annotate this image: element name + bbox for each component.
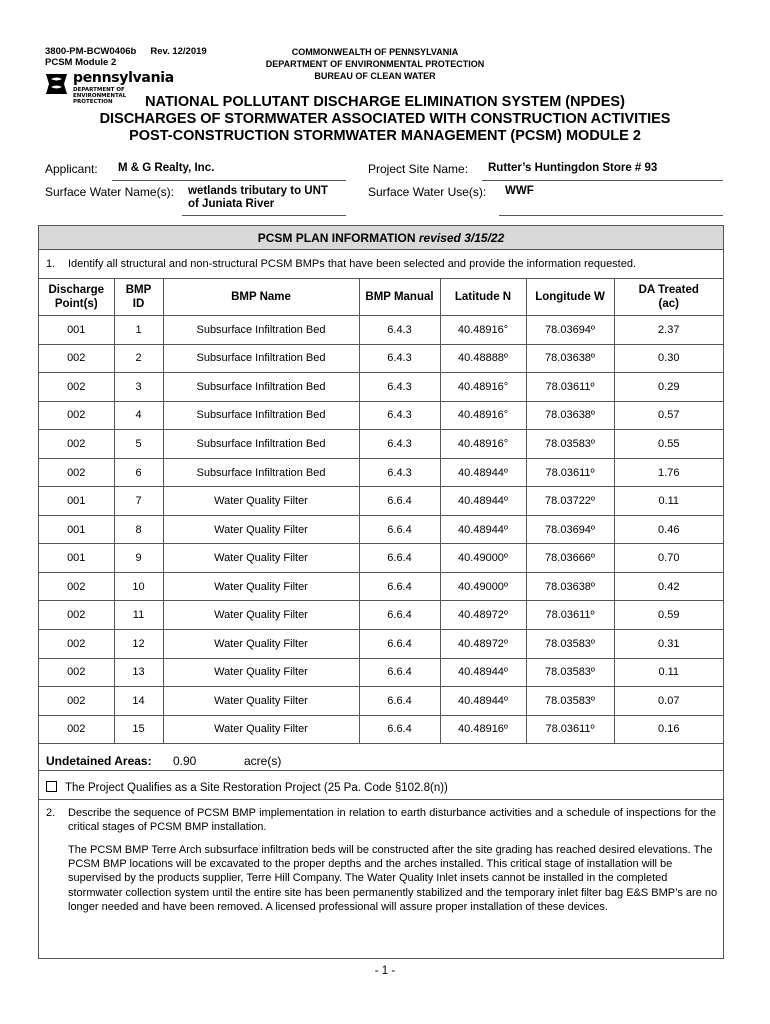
discharge-point-cell[interactable]: 001	[39, 316, 114, 345]
latitude-cell[interactable]: 40.48916°	[440, 430, 526, 459]
bmp-table-row	[39, 458, 723, 487]
latitude-cell[interactable]: 40.48972º	[440, 601, 526, 630]
longitude-cell[interactable]: 78.03722º	[526, 487, 614, 516]
bmp-name-cell[interactable]: Water Quality Filter	[163, 630, 359, 659]
agency-header	[200, 46, 550, 82]
da-treated-cell[interactable]: 1.76	[614, 458, 723, 487]
latitude-cell[interactable]: 40.48916°	[440, 373, 526, 402]
site-restoration-text: The Project Qualifies as a Site Restoration Project (25 Pa. Code §102.8(n))	[65, 782, 448, 794]
bmp-table-row	[39, 344, 723, 373]
discharge-point-cell[interactable]: 001	[39, 487, 114, 516]
document-title	[40, 94, 730, 145]
surface-water-uses-label: Surface Water Use(s):	[368, 185, 487, 199]
discharge-point-cell[interactable]: 002	[39, 344, 114, 373]
bmp-id-cell[interactable]: 13	[114, 658, 163, 687]
agency-line-commonwealth: COMMONWEALTH OF PENNSYLVANIA	[291, 47, 459, 57]
bmp-id-cell[interactable]: 14	[114, 687, 163, 716]
applicant-field[interactable]: M & G Realty, Inc.	[118, 162, 215, 174]
bmp-table-row	[39, 601, 723, 630]
bmp-manual-cell[interactable]: 6.6.4	[359, 687, 440, 716]
applicant-underline	[112, 180, 346, 181]
bmp-manual-cell[interactable]: 6.6.4	[359, 487, 440, 516]
project-site-field[interactable]: Rutter’s Huntingdon Store # 93	[488, 162, 658, 174]
da-treated-cell[interactable]: 0.16	[614, 715, 723, 744]
latitude-cell[interactable]: 40.48916°	[440, 316, 526, 345]
longitude-cell[interactable]: 78.03611º	[526, 715, 614, 744]
bmp-id-cell[interactable]: 9	[114, 544, 163, 573]
da-treated-cell[interactable]: 2.37	[614, 316, 723, 345]
bmp-manual-cell[interactable]: 6.4.3	[359, 344, 440, 373]
question-2-answer-field[interactable]: The PCSM BMP Terre Arch subsurface infiltration beds will be constructed after the site grading has reached desired elevations. The PCSM BMP locations will be excavated to the proper depths and the arches installed. This critical stage of installation will be supervised by the products supplier, Terre Hill Company. The Water Quality Inlet insets cannot be installed in the completed stormwater collection system until the entire site has been permanently stabilized and the temporary inlet filter bag E&S BMP’s are no longer needed and have been removed. A licensed professional will assure proper installation of these devices.	[68, 844, 718, 913]
col-header-longitude	[526, 279, 614, 316]
undetained-areas-row	[46, 754, 282, 768]
bmp-table-row	[39, 544, 723, 573]
bmp-id-cell[interactable]: 4	[114, 401, 163, 430]
longitude-cell[interactable]: 78.03666º	[526, 544, 614, 573]
col-header-bmp-manual	[359, 279, 440, 316]
surface-water-names-line1: wetlands tributary to UNT	[188, 185, 328, 197]
longitude-cell[interactable]: 78.03611º	[526, 601, 614, 630]
da-treated-cell[interactable]: 0.11	[614, 658, 723, 687]
bmp-manual-cell[interactable]: 6.4.3	[359, 458, 440, 487]
col-header-line2: ID	[132, 298, 145, 310]
col-header-line1: Longitude W	[535, 291, 605, 303]
latitude-cell[interactable]: 40.48916º	[440, 715, 526, 744]
discharge-point-cell[interactable]: 002	[39, 373, 114, 402]
bmp-manual-cell[interactable]: 6.4.3	[359, 430, 440, 459]
bmp-manual-cell[interactable]: 6.6.4	[359, 544, 440, 573]
bmp-table-row	[39, 658, 723, 687]
bmp-id-cell[interactable]: 15	[114, 715, 163, 744]
latitude-cell[interactable]: 40.48944º	[440, 487, 526, 516]
question-1-number: 1.	[46, 258, 56, 270]
bmp-table-row	[39, 401, 723, 430]
latitude-cell[interactable]: 40.48944º	[440, 687, 526, 716]
title-line-pcsm: POST-CONSTRUCTION STORMWATER MANAGEMENT (PCSM) MODULE 2	[129, 128, 641, 144]
logo-department-line2: PROTECTION	[73, 99, 113, 105]
surface-water-names-field[interactable]	[188, 185, 328, 211]
discharge-point-cell[interactable]: 001	[39, 515, 114, 544]
bmp-id-cell[interactable]: 12	[114, 630, 163, 659]
longitude-cell[interactable]: 78.03694º	[526, 515, 614, 544]
bmp-table-row	[39, 630, 723, 659]
bmp-id-cell[interactable]: 2	[114, 344, 163, 373]
bmp-manual-cell[interactable]: 6.4.3	[359, 316, 440, 345]
longitude-cell[interactable]: 78.03611º	[526, 373, 614, 402]
agency-line-bureau: BUREAU OF CLEAN WATER	[314, 71, 436, 81]
bmp-manual-cell[interactable]: 6.6.4	[359, 658, 440, 687]
bmp-id-cell[interactable]: 8	[114, 515, 163, 544]
latitude-cell[interactable]: 40.48944º	[440, 658, 526, 687]
discharge-point-cell[interactable]: 002	[39, 687, 114, 716]
undetained-areas-label: Undetained Areas:	[46, 754, 152, 768]
bmp-name-cell[interactable]: Water Quality Filter	[163, 687, 359, 716]
bmp-manual-cell[interactable]: 6.4.3	[359, 401, 440, 430]
title-line-npdes: NATIONAL POLLUTANT DISCHARGE ELIMINATION SYSTEM (NPDES)	[145, 94, 625, 110]
question-2	[46, 807, 716, 834]
bmp-manual-cell[interactable]: 6.6.4	[359, 515, 440, 544]
da-treated-cell[interactable]: 0.55	[614, 430, 723, 459]
col-header-discharge-point	[39, 279, 114, 316]
form-number: 3800-PM-BCW0406b	[45, 46, 137, 57]
latitude-cell[interactable]: 40.48972º	[440, 630, 526, 659]
latitude-cell[interactable]: 40.48916°	[440, 401, 526, 430]
bmp-name-cell[interactable]: Subsurface Infiltration Bed	[163, 344, 359, 373]
bmp-name-cell[interactable]: Water Quality Filter	[163, 515, 359, 544]
discharge-point-cell[interactable]: 002	[39, 572, 114, 601]
surface-water-names-underline	[182, 215, 346, 216]
bmp-table-row	[39, 373, 723, 402]
bmp-name-cell[interactable]: Water Quality Filter	[163, 544, 359, 573]
pcsm-section-heading	[39, 226, 723, 250]
longitude-cell[interactable]: 78.03638º	[526, 572, 614, 601]
bmp-name-cell[interactable]: Water Quality Filter	[163, 715, 359, 744]
da-treated-cell[interactable]: 0.30	[614, 344, 723, 373]
discharge-point-cell[interactable]: 002	[39, 601, 114, 630]
site-restoration-checkbox[interactable]	[46, 781, 57, 792]
col-header-line1: BMP Name	[231, 291, 291, 303]
latitude-cell[interactable]: 40.49000º	[440, 572, 526, 601]
bmp-manual-cell[interactable]: 6.6.4	[359, 715, 440, 744]
bmp-manual-cell[interactable]: 6.4.3	[359, 373, 440, 402]
longitude-cell[interactable]: 78.03694º	[526, 316, 614, 345]
col-header-line1: Latitude N	[454, 291, 512, 303]
surface-water-names-label: Surface Water Name(s):	[45, 185, 174, 199]
longitude-cell[interactable]: 78.03638º	[526, 344, 614, 373]
latitude-cell[interactable]: 40.48888º	[440, 344, 526, 373]
col-header-line1: DA Treated	[638, 284, 699, 296]
da-treated-cell[interactable]: 0.29	[614, 373, 723, 402]
project-site-label: Project Site Name:	[368, 162, 469, 176]
discharge-point-cell[interactable]: 002	[39, 401, 114, 430]
title-line-discharges: DISCHARGES OF STORMWATER ASSOCIATED WITH CONSTRUCTION ACTIVITIES	[99, 111, 671, 127]
bmp-table-row	[39, 715, 723, 744]
surface-water-uses-field[interactable]: WWF	[505, 185, 534, 197]
section-divider	[39, 770, 723, 771]
undetained-areas-unit: acre(s)	[244, 754, 282, 768]
longitude-cell[interactable]: 78.03611º	[526, 458, 614, 487]
bmp-name-cell[interactable]: Water Quality Filter	[163, 601, 359, 630]
bmp-name-cell[interactable]: Water Quality Filter	[163, 658, 359, 687]
bmp-table-row	[39, 316, 723, 345]
section-divider	[39, 799, 723, 800]
latitude-cell[interactable]: 40.48944º	[440, 458, 526, 487]
bmp-id-cell[interactable]: 6	[114, 458, 163, 487]
module-name: PCSM Module 2	[45, 57, 117, 68]
bmp-table-row	[39, 515, 723, 544]
bmp-name-cell[interactable]: Subsurface Infiltration Bed	[163, 401, 359, 430]
bmp-id-cell[interactable]: 10	[114, 572, 163, 601]
bmp-name-cell[interactable]: Subsurface Infiltration Bed	[163, 316, 359, 345]
bmp-name-cell[interactable]: Subsurface Infiltration Bed	[163, 373, 359, 402]
col-header-latitude	[440, 279, 526, 316]
bmp-manual-cell[interactable]: 6.6.4	[359, 630, 440, 659]
latitude-cell[interactable]: 40.49000º	[440, 544, 526, 573]
bmp-id-cell[interactable]: 7	[114, 487, 163, 516]
bmp-table	[39, 278, 723, 744]
col-header-line1: BMP	[125, 284, 152, 296]
surface-water-names-line2: of Juniata River	[188, 198, 275, 210]
col-header-bmp-name	[163, 279, 359, 316]
da-treated-cell[interactable]: 0.11	[614, 487, 723, 516]
col-header-line1: BMP Manual	[365, 291, 434, 303]
form-revision: Rev. 12/2019	[150, 46, 207, 57]
bmp-table-header-row	[39, 279, 723, 316]
question-1-text: Identify all structural and non-structural PCSM BMPs that have been selected and provide the information requested.	[68, 258, 637, 270]
logo-wordmark: pennsylvania	[73, 70, 174, 86]
question-1	[46, 258, 636, 270]
bmp-id-cell[interactable]: 11	[114, 601, 163, 630]
bmp-table-row	[39, 430, 723, 459]
bmp-id-cell[interactable]: 5	[114, 430, 163, 459]
question-2-number: 2.	[46, 807, 56, 819]
longitude-cell[interactable]: 78.03583º	[526, 658, 614, 687]
bmp-manual-cell[interactable]: 6.6.4	[359, 601, 440, 630]
col-header-da-treated	[614, 279, 723, 316]
col-header-line1: Discharge	[48, 284, 105, 296]
question-2-text: Describe the sequence of PCSM BMP implementation in relation to earth disturbance activities and a schedule of inspections for the critical stages of PCSM BMP installation.	[68, 807, 716, 833]
bmp-id-cell[interactable]: 3	[114, 373, 163, 402]
bmp-id-cell[interactable]: 1	[114, 316, 163, 345]
discharge-point-cell[interactable]: 001	[39, 544, 114, 573]
da-treated-cell[interactable]: 0.46	[614, 515, 723, 544]
col-header-bmp-id	[114, 279, 163, 316]
longitude-cell[interactable]: 78.03638º	[526, 401, 614, 430]
keystone-icon	[45, 72, 68, 96]
bmp-name-cell[interactable]: Water Quality Filter	[163, 572, 359, 601]
page-number: - 1 -	[374, 965, 396, 977]
bmp-table-row	[39, 572, 723, 601]
bmp-table-row	[39, 687, 723, 716]
col-header-line2: (ac)	[658, 298, 679, 310]
longitude-cell[interactable]: 78.03583º	[526, 430, 614, 459]
da-treated-cell[interactable]: 0.59	[614, 601, 723, 630]
bmp-table-body	[39, 316, 723, 744]
project-site-underline	[482, 180, 723, 181]
longitude-cell[interactable]: 78.03583º	[526, 687, 614, 716]
bmp-name-cell[interactable]: Subsurface Infiltration Bed	[163, 430, 359, 459]
discharge-point-cell[interactable]: 002	[39, 658, 114, 687]
da-treated-cell[interactable]: 0.57	[614, 401, 723, 430]
applicant-label: Applicant:	[45, 162, 98, 176]
longitude-cell[interactable]: 78.03583º	[526, 630, 614, 659]
da-treated-cell[interactable]: 0.07	[614, 687, 723, 716]
logo-department-line1: DEPARTMENT OF ENVIRONMENTAL	[73, 87, 127, 99]
da-treated-cell[interactable]: 0.70	[614, 544, 723, 573]
site-restoration-row	[46, 781, 448, 794]
latitude-cell[interactable]: 40.48944º	[440, 515, 526, 544]
form-identifier	[45, 46, 207, 68]
undetained-areas-field[interactable]: 0.90	[173, 754, 197, 768]
bmp-manual-cell[interactable]: 6.6.4	[359, 572, 440, 601]
discharge-point-cell[interactable]: 002	[39, 430, 114, 459]
col-header-line2: Point(s)	[54, 298, 98, 310]
bmp-name-cell[interactable]: Subsurface Infiltration Bed	[163, 458, 359, 487]
da-treated-cell[interactable]: 0.42	[614, 572, 723, 601]
discharge-point-cell[interactable]: 002	[39, 458, 114, 487]
agency-line-department: DEPARTMENT OF ENVIRONMENTAL PROTECTION	[265, 59, 485, 69]
da-treated-cell[interactable]: 0.31	[614, 630, 723, 659]
discharge-point-cell[interactable]: 002	[39, 715, 114, 744]
pcsm-plan-section	[38, 225, 724, 959]
bmp-table-row	[39, 487, 723, 516]
surface-water-uses-underline	[499, 215, 723, 216]
pcsm-revised-text: revised 3/15/22	[418, 231, 505, 245]
discharge-point-cell[interactable]: 002	[39, 630, 114, 659]
bmp-name-cell[interactable]: Water Quality Filter	[163, 487, 359, 516]
pcsm-heading-text: PCSM PLAN INFORMATION	[257, 231, 416, 245]
